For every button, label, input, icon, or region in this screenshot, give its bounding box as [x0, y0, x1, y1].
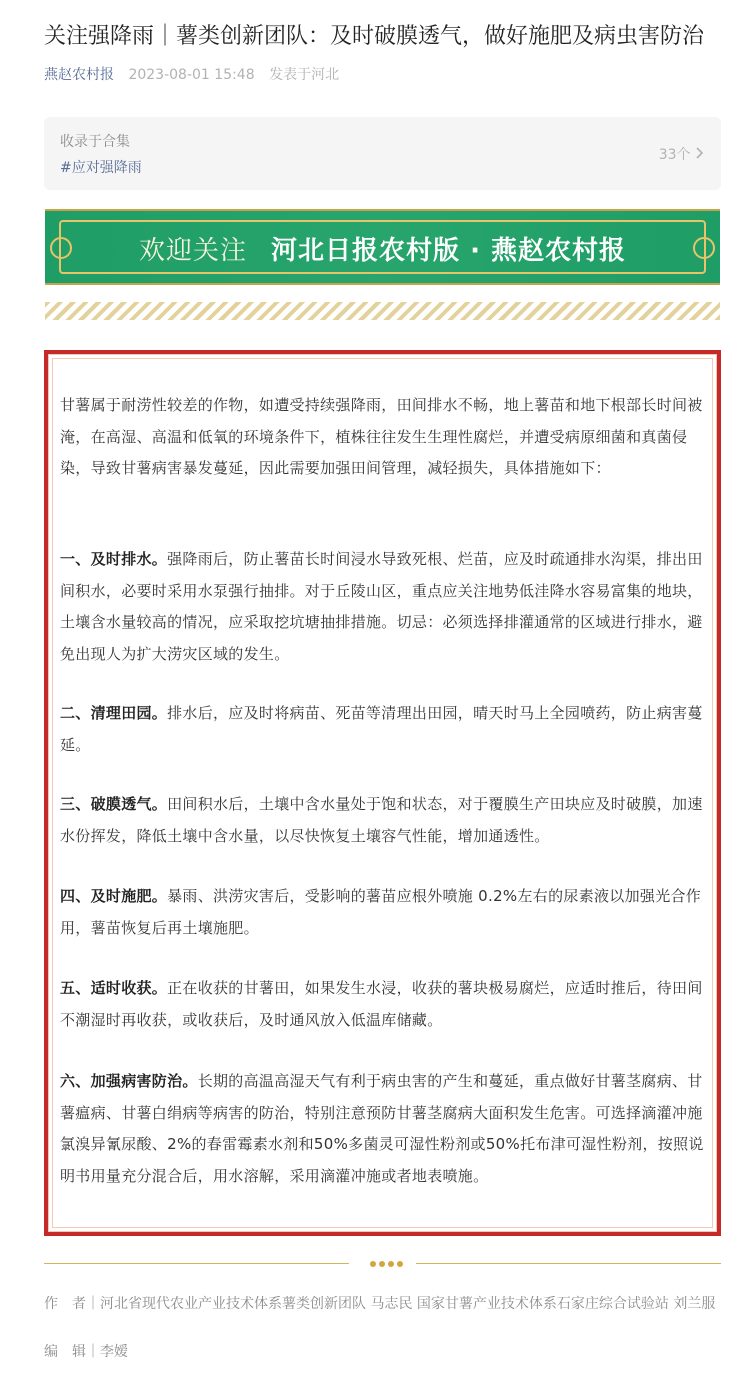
section-clean-field-heading: 二、清理田园。: [60, 704, 168, 722]
article-title: 关注强降雨｜薯类创新团队：及时破膜透气，做好施肥及病虫害防治: [44, 24, 705, 49]
divider-dot: [379, 1261, 385, 1267]
section-disease-control: [60, 1066, 705, 1192]
account-name-link[interactable]: 燕赵农村报: [44, 67, 114, 83]
section-break-film-body: 田间积水后，土壤中含水量处于饱和状态，对于覆膜生产田块应及时破膜，加速水份挥发，降低土壤中含水量，以尽快恢复土壤容气性能，增加通透性。: [60, 795, 703, 845]
article-meta: [44, 64, 339, 84]
divider-dot: [370, 1261, 376, 1267]
section-drainage-heading: 一、及时排水。: [60, 550, 168, 568]
collection-tag-link[interactable]: #应对强降雨: [60, 160, 142, 176]
section-harvest: [60, 973, 705, 1036]
editor-credit: 编 辑｜李嫒: [44, 1344, 128, 1360]
collection-label: 收录于合集: [60, 134, 130, 150]
collection-card[interactable]: [44, 117, 721, 190]
collection-count-text: 33个: [658, 147, 691, 163]
publish-time: 2023-08-01 15:48: [128, 67, 255, 83]
section-fertilize: [60, 881, 705, 944]
banner-name: 河北日报农村版 · 燕赵农村报: [271, 236, 627, 266]
divider-line-left: [44, 1263, 349, 1264]
section-disease-control-heading: 六、加强病害防治。: [60, 1072, 198, 1090]
section-disease-control-body: 长期的高温高湿天气有利于病虫害的产生和蔓延，重点做好甘薯茎腐病、甘薯瘟病、甘薯白绢病等病害的防治，特别注意预防甘薯茎腐病大面积发生危害。可选择滴灌冲施氯溴异氰尿酸、2%的春雷霉素水剂和50%多菌灵可湿性粉剂或50%托布津可湿性粉剂，按照说明书用量充分混合后，用水溶解，采用滴灌冲施或者地表喷施。: [60, 1072, 704, 1185]
banner-prefix: 欢迎关注: [138, 236, 247, 266]
follow-banner: [45, 209, 720, 285]
section-clean-field-body: 排水后，应及时将病苗、死苗等清理出田园，晴天时马上全园喷药，防止病害蔓延。: [60, 704, 703, 754]
section-harvest-heading: 五、适时收获。: [60, 979, 168, 997]
decorative-stripe-divider: [45, 302, 720, 320]
collection-count[interactable]: [659, 144, 705, 164]
author-credit: 作 者｜河北省现代农业产业技术体系薯类创新团队 马志民 国家甘薯产业技术体系石家庄综合试验站 刘兰服: [44, 1296, 716, 1312]
section-harvest-body: 正在收获的甘薯田，如果发生水浸，收获的薯块极易腐烂，应适时推后，待田间不潮湿时再收获，或收获后，及时通风放入低温库储藏。: [60, 979, 703, 1029]
section-fertilize-body: 暴雨、洪涝灾害后，受影响的薯苗应根外喷施 0.2%左右的尿素液以加强光合作用，薯苗恢复后再土壤施肥。: [60, 887, 702, 937]
intro-paragraph: 甘薯属于耐涝性较差的作物，如遭受持续强降雨，田间排水不畅，地上薯苗和地下根部长时间被淹，在高湿、高温和低氧的环境条件下，植株往往发生生理性腐烂，并遭受病原细菌和真菌侵染，导致甘薯病害暴发蔓延，因此需要加强田间管理，减轻损失，具体措施如下：: [60, 396, 703, 478]
chevron-right-icon: [695, 146, 705, 164]
divider-dot: [388, 1261, 394, 1267]
banner-text: [45, 230, 720, 267]
section-clean-field: [60, 698, 705, 761]
section-drainage-body: 强降雨后，防止薯苗长时间浸水导致死根、烂苗，应及时疏通排水沟渠，排出田间积水，必要时采用水泵强行抽排。对于丘陵山区，重点应关注地势低洼降水容易富集的地块，土壤含水量较高的情况，应采取挖坑塘抽排措施。切忌：必须选择排灌通常的区域进行排水，避免出现人为扩大涝灾区域的发生。: [60, 550, 703, 663]
section-break-film-heading: 三、破膜透气。: [60, 795, 168, 813]
section-break-film: [60, 789, 705, 852]
publish-location: 发表于河北: [269, 67, 340, 83]
section-fertilize-heading: 四、及时施肥。: [60, 887, 168, 905]
divider-dot: [397, 1261, 403, 1267]
section-drainage: [60, 544, 705, 670]
divider-line-right: [416, 1263, 721, 1264]
dot-divider: [44, 1262, 721, 1266]
